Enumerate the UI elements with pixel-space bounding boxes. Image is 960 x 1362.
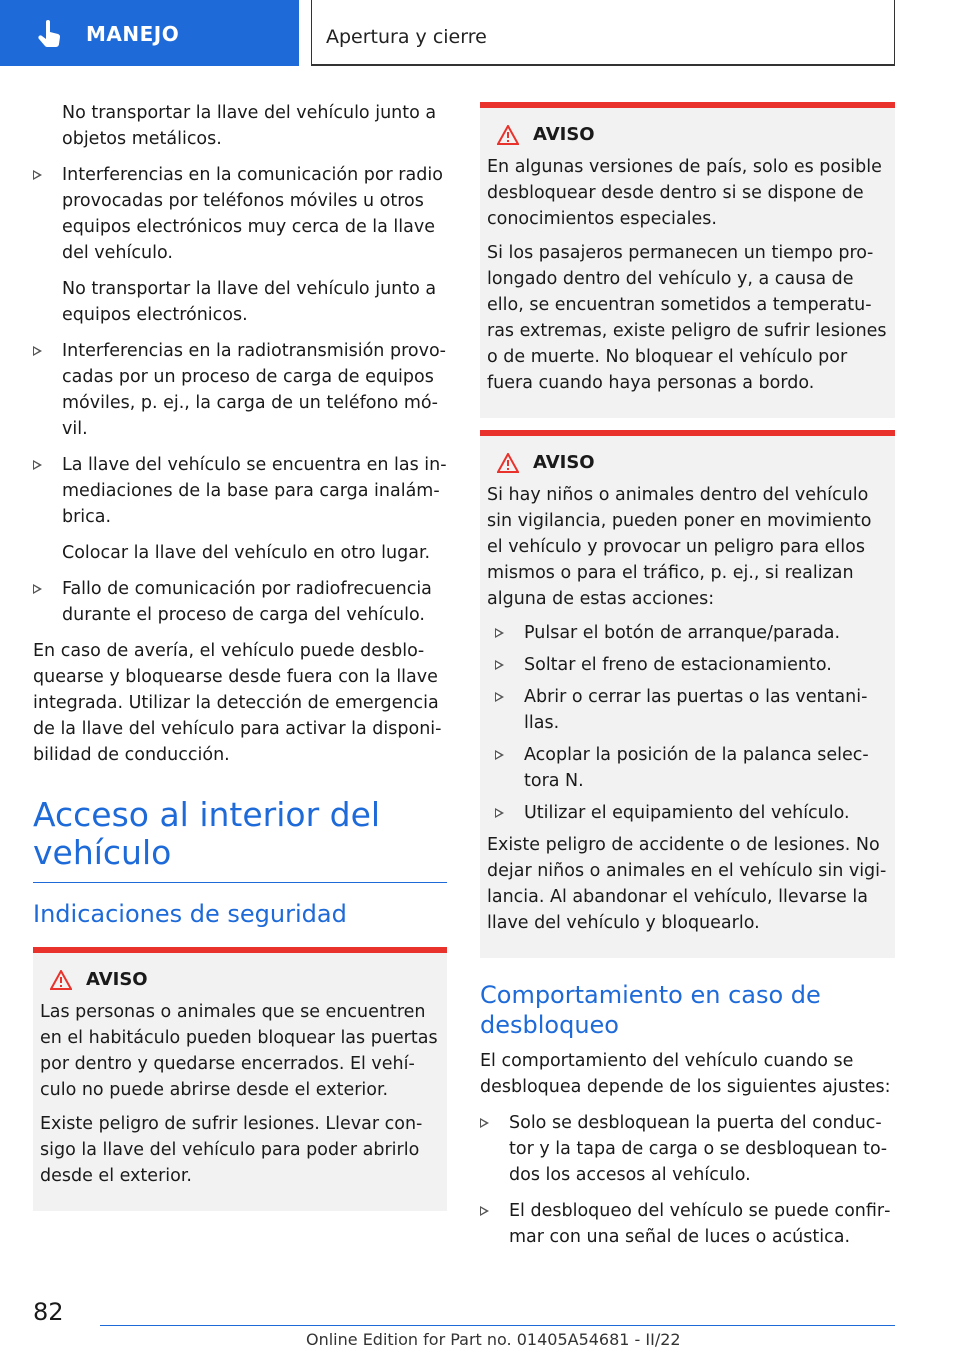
header-subsection-title: Apertura y cierre bbox=[326, 26, 487, 48]
warning-box bbox=[480, 430, 895, 958]
warning-title: AVISO bbox=[533, 452, 595, 473]
warning-text: Existe peligro de accidente o de lesiones. No dejar niños o animales en el vehículo sin vigilancia. Al abandonar el vehículo, llevarse la llave del vehículo y bloquearlo. bbox=[487, 835, 887, 933]
body-paragraph: En caso de avería, el vehículo puede desbloquearse y bloquearse desde fuera con la llave integrada. Utilizar la detección de emergencia de la llave del vehículo para activar la disponibilidad de conducción. bbox=[33, 641, 442, 765]
footer-edition: Online Edition for Part no. 01405A54681 - II/22 bbox=[306, 1330, 681, 1349]
list-item bbox=[495, 742, 888, 794]
warning-title: AVISO bbox=[86, 969, 148, 990]
bullet-triangle-icon bbox=[33, 170, 42, 180]
list-item bbox=[495, 684, 888, 736]
bullet-triangle-icon bbox=[33, 460, 42, 470]
list-item-text: Pulsar el botón de arranque/parada. bbox=[524, 623, 841, 643]
subsection-heading: Comportamiento en caso de desbloqueo bbox=[480, 981, 821, 1039]
list-item-text: Fallo de comunicación por radiofrecuencia durante el proceso de carga del vehículo. bbox=[62, 579, 432, 625]
list-item-text: Abrir o cerrar las puertas o las ventanillas. bbox=[524, 687, 868, 733]
list-item bbox=[33, 452, 447, 530]
list-item bbox=[495, 620, 888, 646]
warning-triangle-icon bbox=[497, 125, 519, 145]
header-section-tab bbox=[0, 0, 299, 66]
list-item-continuation: Colocar la llave del vehículo en otro lugar. bbox=[62, 543, 431, 563]
list-item-text: Utilizar el equipamiento del vehículo. bbox=[524, 803, 850, 823]
bullet-triangle-icon bbox=[495, 808, 504, 818]
hand-pointer-icon bbox=[34, 18, 66, 50]
section-heading: Acceso al interior del vehículo bbox=[33, 795, 381, 872]
bullet-triangle-icon bbox=[495, 750, 504, 760]
body-paragraph: El comportamiento del vehículo cuando se desbloquea depende de los siguientes ajustes: bbox=[480, 1051, 891, 1097]
list-item bbox=[495, 800, 888, 826]
header-section-title: MANEJO bbox=[86, 22, 180, 46]
warning-text: Existe peligro de sufrir lesiones. Llevar consigo la llave del vehículo para poder abrirlo desde el exterior. bbox=[40, 1114, 423, 1186]
warning-list bbox=[487, 620, 888, 826]
warning-text: Si hay niños o animales dentro del vehículo sin vigilancia, pueden poner en movimiento el vehículo y provocar un peligro para ellos mismos o para el tráfico, p. ej., si realizan alguna de estas acciones: bbox=[487, 485, 872, 609]
list-item bbox=[33, 162, 447, 266]
bullet-triangle-icon bbox=[495, 628, 504, 638]
list-item-text: Interferencias en la radiotransmisión provocadas por un proceso de carga de equipos móviles, p. ej., la carga de un teléfono móvil. bbox=[62, 341, 446, 439]
list-item-text: El desbloqueo del vehículo se puede confirmar con una señal de luces o acústica. bbox=[509, 1201, 891, 1247]
list-item-continuation: No transportar la llave del vehículo junto a objetos metálicos. bbox=[62, 103, 437, 149]
header-subsection bbox=[311, 0, 895, 66]
bullet-triangle-icon bbox=[480, 1206, 489, 1216]
footer-rule bbox=[100, 1325, 895, 1326]
bullet-triangle-icon bbox=[33, 346, 42, 356]
page-number: 82 bbox=[33, 1298, 64, 1326]
list-item bbox=[33, 338, 447, 442]
list-item bbox=[495, 652, 888, 678]
list-item bbox=[480, 1110, 895, 1188]
warning-title: AVISO bbox=[533, 124, 595, 145]
list-item-continuation: No transportar la llave del vehículo junto a equipos electrónicos. bbox=[62, 279, 437, 325]
left-column bbox=[33, 100, 447, 1225]
warning-text: Si los pasajeros permanecen un tiempo prolongado dentro del vehículo y, a causa de ello, se encuentran sometidos a temperaturas extremas, existe peligro de sufrir lesiones o de muerte. No bloquear el vehículo por fuera cuando haya personas a bordo. bbox=[487, 243, 887, 393]
warning-box bbox=[480, 102, 895, 418]
list-item bbox=[480, 1198, 895, 1250]
bullet-triangle-icon bbox=[495, 660, 504, 670]
warning-header bbox=[487, 122, 888, 148]
warning-header bbox=[487, 450, 888, 476]
list-item-text: Soltar el freno de estacionamiento. bbox=[524, 655, 832, 675]
bullet-triangle-icon bbox=[33, 584, 42, 594]
warning-box bbox=[33, 947, 447, 1211]
list-item-text: Acoplar la posición de la palanca selectora N. bbox=[524, 745, 869, 791]
warning-header bbox=[40, 967, 440, 993]
warning-triangle-icon bbox=[50, 970, 72, 990]
warning-text: Las personas o animales que se encuentren en el habitáculo pueden bloquear las puertas por dentro y quedarse encerrados. El vehículo no puede abrirse desde el exterior. bbox=[40, 1002, 438, 1100]
bullet-triangle-icon bbox=[495, 692, 504, 702]
heading-rule bbox=[33, 882, 447, 883]
list-item-text: Solo se desbloquean la puerta del conductor y la tapa de carga o se desbloquean todos los accesos al vehículo. bbox=[509, 1113, 888, 1185]
warning-text: En algunas versiones de país, solo es posible desbloquear desde dentro si se dispone de conocimientos especiales. bbox=[487, 157, 882, 229]
list-item-text: La llave del vehículo se encuentra en las inmediaciones de la base para carga inalámbrica. bbox=[62, 455, 447, 527]
subsection-heading: Indicaciones de seguridad bbox=[33, 900, 347, 928]
list-item bbox=[33, 576, 447, 628]
list-item-text: Interferencias en la comunicación por radio provocadas por teléfonos móviles u otros equipos electrónicos muy cerca de la llave del vehículo. bbox=[62, 165, 443, 263]
right-column bbox=[480, 102, 895, 1260]
bullet-triangle-icon bbox=[480, 1118, 489, 1128]
warning-triangle-icon bbox=[497, 453, 519, 473]
